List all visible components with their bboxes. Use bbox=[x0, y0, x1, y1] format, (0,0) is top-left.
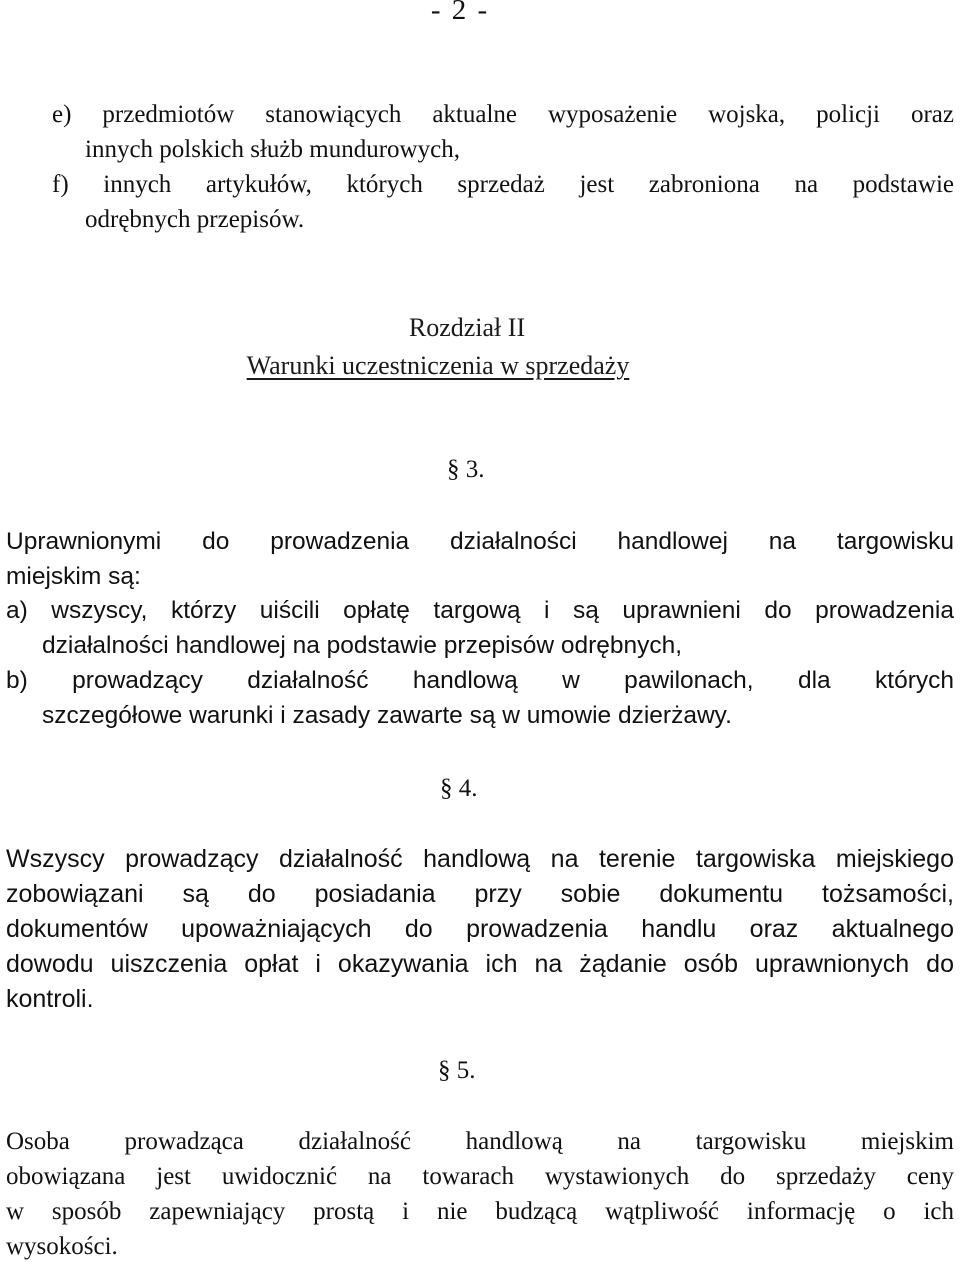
section-5-line3: w sposób zapewniający prostą i nie budzącą wątpliwość informację o ich bbox=[6, 1198, 954, 1225]
list-continuation bbox=[52, 97, 954, 237]
section-4-line2: zobowiązani są do posiadania przy sobie dokumentu tożsamości, bbox=[6, 880, 954, 908]
section-5-mark: § 5. bbox=[438, 1057, 476, 1084]
list-item-f-line2: odrębnych przepisów. bbox=[85, 206, 305, 233]
section-3-intro-line1: Uprawnionymi do prowadzenia działalności handlowej na targowisku bbox=[6, 528, 954, 555]
section-5-line2: obowiązana jest uwidocznić na towarach wystawionych do sprzedaży ceny bbox=[6, 1163, 954, 1190]
section-3-mark: § 3. bbox=[447, 456, 485, 483]
section-4-line1: Wszyscy prowadzący działalność handlową na terenie targowiska miejskiego bbox=[6, 845, 954, 873]
chapter-number: Rozdział II bbox=[408, 313, 526, 342]
chapter-title bbox=[0, 348, 918, 384]
section-3-item-b-line1: b) prowadzący działalność handlową w pawilonach, dla których bbox=[6, 667, 954, 694]
section-4-line4: dowodu uiszczenia opłat i okazywania ich na żądanie osób uprawnionych do bbox=[6, 950, 954, 978]
section-4-paragraph bbox=[6, 842, 954, 1017]
section-5-line1: Osoba prowadząca działalność handlową na targowisku miejskim bbox=[6, 1128, 954, 1155]
section-3-item-a-line2: działalności handlowej na podstawie przepisów odrębnych, bbox=[42, 632, 683, 659]
section-3-item-b-line2: szczegółowe warunki i zasady zawarte są w umowie dzierżawy. bbox=[42, 702, 732, 729]
section-5-paragraph bbox=[6, 1124, 954, 1264]
section-3-intro-line2: miejskim są: bbox=[6, 563, 141, 590]
section-4-line3: dokumentów upoważniających do prowadzenia handlu oraz aktualnego bbox=[6, 915, 954, 943]
list-item-e-line2: innych polskich służb mundurowych, bbox=[85, 136, 460, 163]
page-number: - 2 - bbox=[430, 0, 490, 26]
section-5-line4: wysokości. bbox=[6, 1233, 118, 1260]
section-3-intro bbox=[6, 524, 954, 594]
section-3-list bbox=[6, 593, 954, 733]
section-4-mark: § 4. bbox=[440, 775, 478, 802]
chapter-title-text: Warunki uczestniczenia w sprzedaży bbox=[246, 351, 630, 380]
section-4-line5: kontroli. bbox=[6, 985, 94, 1013]
section-3-item-a-line1: a) wszyscy, którzy uiścili opłatę targową i są uprawnieni do prowadzenia bbox=[6, 597, 954, 624]
list-item-f-line1: f) innych artykułów, których sprzedaż jest zabroniona na podstawie bbox=[52, 171, 954, 198]
list-item-e-line1: e) przedmiotów stanowiących aktualne wyposażenie wojska, policji oraz bbox=[52, 101, 954, 128]
